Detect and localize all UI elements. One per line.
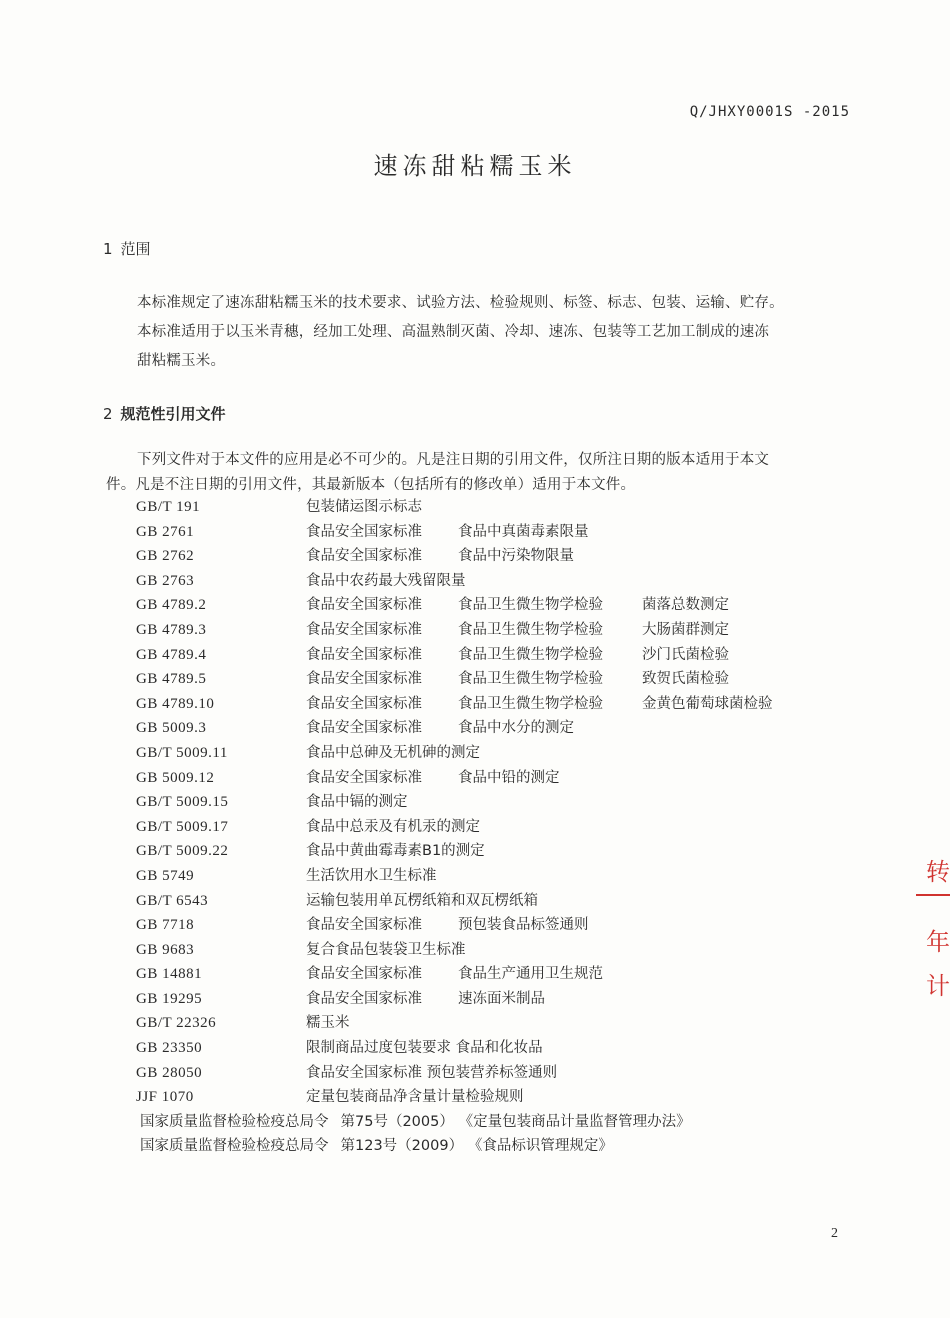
- regulation-issuer: 国家质量监督检验检疫总局令: [140, 1138, 329, 1155]
- reference-code: GB 5749: [136, 867, 195, 884]
- reference-title-part: 金黄色葡萄球菌检验: [642, 695, 773, 712]
- regulation-title: 《定量包装商品计量监督管理办法》: [465, 1113, 691, 1130]
- scope-paragraph: [137, 289, 867, 376]
- reference-row: [136, 716, 856, 741]
- reference-title-part: 食品中污染物限量: [458, 548, 574, 565]
- reference-title-part: 食品安全国家标准: [306, 769, 422, 786]
- reference-row: [136, 1011, 856, 1036]
- reference-row: [136, 643, 856, 668]
- reference-row: [136, 593, 856, 618]
- reference-title-part: 食品安全国家标准 预包装营养标签通则: [306, 1064, 558, 1081]
- reference-title: [306, 1061, 557, 1086]
- section-1-heading: [103, 238, 151, 259]
- reference-title: [306, 569, 466, 594]
- reference-title-part: 食品中镉的测定: [306, 794, 408, 811]
- reference-title-part: 速冻面米制品: [458, 990, 545, 1007]
- reference-row: [136, 766, 856, 791]
- scope-line: 本标准适用于以玉米青穗，经加工处理、高温熟制灭菌、冷却、速冻、包装等工艺加工制成的速冻: [137, 324, 770, 340]
- regulation-no: 第75号（2005）: [340, 1113, 454, 1130]
- reference-title: [306, 692, 773, 717]
- reference-row: [136, 1061, 856, 1086]
- reference-code: GB/T 5009.11: [136, 744, 228, 761]
- reference-title-part: 食品安全国家标准: [306, 720, 422, 737]
- stamp-char: 转: [926, 858, 950, 886]
- reference-code: GB/T 22326: [136, 1015, 217, 1032]
- reference-row: [136, 839, 856, 864]
- scope-line: 本标准规定了速冻甜粘糯玉米的技术要求、试验方法、检验规则、标签、标志、包装、运输、贮存。: [137, 295, 784, 311]
- reference-title-part: 食品卫生微生物学检验: [458, 646, 603, 663]
- reference-code: GB 7718: [136, 917, 195, 934]
- section-number: 1: [103, 240, 113, 258]
- doc-code: Q/JHXY0001S -2015: [689, 104, 850, 120]
- reference-row: [136, 618, 856, 643]
- reference-title-part: 定量包装商品净含量计量检验规则: [306, 1089, 524, 1106]
- reference-code: GB/T 6543: [136, 892, 209, 909]
- reference-row: [136, 692, 856, 717]
- reference-code: GB 23350: [136, 1040, 203, 1057]
- reference-title-part: 食品生产通用卫生规范: [458, 966, 603, 983]
- reference-title-part: 大肠菌群测定: [642, 621, 729, 638]
- reference-title-part: 预包装食品标签通则: [458, 917, 589, 934]
- reference-title-part: 食品安全国家标准: [306, 621, 422, 638]
- reference-title-part: 食品安全国家标准: [306, 917, 422, 934]
- reference-code: GB 19295: [136, 990, 203, 1007]
- regulation-row: [140, 1110, 856, 1135]
- reference-code: GB 14881: [136, 966, 203, 983]
- refs-intro: [106, 448, 866, 498]
- reference-code: JJF 1070: [136, 1089, 194, 1106]
- reference-title: [306, 766, 560, 791]
- reference-title-part: 食品安全国家标准: [306, 966, 422, 983]
- reference-row: [136, 864, 856, 889]
- reference-code: GB 5009.3: [136, 720, 207, 737]
- scope-line: 甜粘糯玉米。: [137, 353, 226, 369]
- reference-title-part: 食品安全国家标准: [306, 597, 422, 614]
- reference-row: [136, 1036, 856, 1061]
- reference-title-part: 食品卫生微生物学检验: [458, 695, 603, 712]
- reference-title-part: 沙门氏菌检验: [642, 646, 729, 663]
- reference-title-part: 食品安全国家标准: [306, 523, 422, 540]
- reference-code: GB/T 5009.15: [136, 794, 229, 811]
- stamp-char: 年: [926, 928, 950, 956]
- reference-code: GB 4789.5: [136, 671, 207, 688]
- stamp-char: 计: [926, 972, 950, 1000]
- reference-code: GB 28050: [136, 1064, 203, 1081]
- reference-title-part: 致贺氏菌检验: [642, 671, 729, 688]
- reference-row: [136, 495, 856, 520]
- reference-code: GB 2763: [136, 572, 195, 589]
- reference-title-part: 食品安全国家标准: [306, 695, 422, 712]
- reference-row: [136, 667, 856, 692]
- reference-code: GB 2762: [136, 548, 195, 565]
- reference-title: [306, 520, 589, 545]
- reference-title-part: 食品中总砷及无机砷的测定: [306, 744, 480, 761]
- reference-row: [136, 790, 856, 815]
- refs-intro-line: 下列文件对于本文件的应用是必不可少的。凡是注日期的引用文件，仅所注日期的版本适用于本文: [137, 452, 770, 468]
- reference-row: [136, 569, 856, 594]
- reference-code: GB 4789.10: [136, 695, 215, 712]
- reference-title: [306, 593, 729, 618]
- stamp-line: [916, 894, 950, 896]
- reference-title: [306, 839, 485, 864]
- reference-title-part: 食品中铅的测定: [458, 769, 560, 786]
- reference-row: [136, 889, 856, 914]
- reference-title-part: 食品中黄曲霉毒素B1的测定: [306, 843, 485, 860]
- reference-code: GB/T 191: [136, 499, 201, 515]
- reference-title-part: 菌落总数测定: [642, 597, 729, 614]
- reference-list: [136, 495, 856, 1159]
- reference-title-part: 食品卫生微生物学检验: [458, 671, 603, 688]
- reference-title-part: 复合食品包装袋卫生标准: [306, 941, 466, 958]
- section-number: 2: [103, 405, 113, 423]
- reference-title-part: 食品中总汞及有机汞的测定: [306, 818, 480, 835]
- reference-title: [306, 1011, 350, 1036]
- reference-code: GB 5009.12: [136, 769, 215, 786]
- reference-title: [306, 790, 408, 815]
- reference-title: [306, 495, 422, 520]
- reference-code: GB 4789.4: [136, 646, 207, 663]
- reference-title: [306, 643, 729, 668]
- reference-code: GB/T 5009.17: [136, 818, 229, 835]
- reference-title: [306, 667, 729, 692]
- reference-row: [136, 938, 856, 963]
- reference-title-part: 生活饮用水卫生标准: [306, 867, 437, 884]
- reference-row: [136, 815, 856, 840]
- section-2-heading: [103, 403, 226, 424]
- reference-title-part: 包装储运图示标志: [306, 499, 422, 515]
- reference-title: [306, 987, 545, 1012]
- reference-title: [306, 864, 437, 889]
- reference-code: GB 4789.3: [136, 621, 207, 638]
- reference-row: [136, 913, 856, 938]
- reference-row: [136, 741, 856, 766]
- regulation-title: 《食品标识管理规定》: [475, 1138, 613, 1155]
- reference-title-part: 食品中水分的测定: [458, 720, 574, 737]
- regulation-row: [140, 1134, 856, 1159]
- reference-title-part: 食品安全国家标准: [306, 671, 422, 688]
- reference-code: GB/T 5009.22: [136, 843, 229, 860]
- reference-title: [306, 716, 574, 741]
- reference-title: [306, 889, 538, 914]
- reference-title-part: 运输包装用单瓦楞纸箱和双瓦楞纸箱: [306, 892, 538, 909]
- reference-title-part: 食品中真菌毒素限量: [458, 523, 589, 540]
- reference-title-part: 限制商品过度包装要求 食品和化妆品: [306, 1040, 543, 1057]
- reference-row: [136, 1085, 856, 1110]
- red-seal-stamp: [910, 850, 950, 1040]
- reference-title: [306, 962, 603, 987]
- reference-row: [136, 987, 856, 1012]
- reference-title-part: 食品安全国家标准: [306, 990, 422, 1007]
- reference-title: [306, 741, 480, 766]
- section-heading-text: 规范性引用文件: [120, 405, 226, 423]
- reference-title: [306, 1085, 524, 1110]
- reference-row: [136, 544, 856, 569]
- reference-title: [306, 1036, 543, 1061]
- section-heading-text: 范围: [120, 240, 151, 258]
- regulation-no: 第123号（2009）: [340, 1138, 464, 1155]
- reference-title-part: 糯玉米: [306, 1015, 350, 1032]
- reference-title: [306, 618, 729, 643]
- refs-intro-line: 件。凡是不注日期的引用文件，其最新版本（包括所有的修改单）适用于本文件。: [106, 477, 636, 493]
- reference-code: GB 2761: [136, 523, 195, 540]
- reference-title: [306, 544, 574, 569]
- reference-code: GB 4789.2: [136, 597, 207, 614]
- reference-title-part: 食品中农药最大残留限量: [306, 572, 466, 589]
- reference-row: [136, 520, 856, 545]
- reference-title-part: 食品卫生微生物学检验: [458, 597, 603, 614]
- page-number: 2: [831, 1226, 838, 1241]
- regulation-issuer: 国家质量监督检验检疫总局令: [140, 1113, 329, 1130]
- reference-title-part: 食品安全国家标准: [306, 548, 422, 565]
- reference-row: [136, 962, 856, 987]
- reference-title: [306, 938, 466, 963]
- reference-title: [306, 913, 589, 938]
- reference-title-part: 食品卫生微生物学检验: [458, 621, 603, 638]
- reference-title: [306, 815, 480, 840]
- reference-title-part: 食品安全国家标准: [306, 646, 422, 663]
- reference-code: GB 9683: [136, 941, 195, 958]
- document-title: 速冻甜粘糯玉米: [373, 152, 577, 180]
